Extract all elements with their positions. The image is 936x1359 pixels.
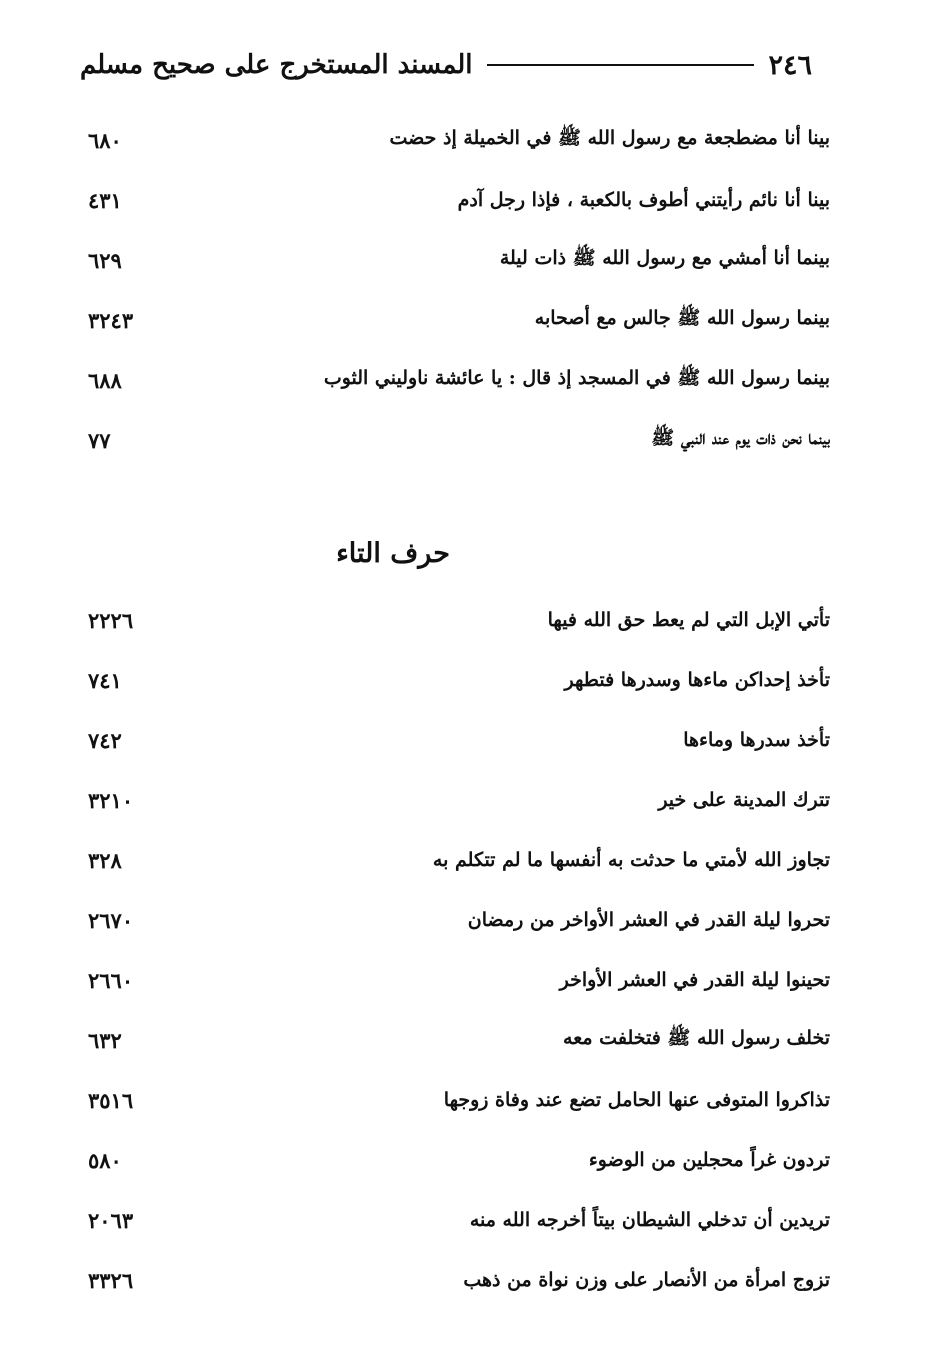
entry-text: تريدين أن تدخلي الشيطان بيتاً أخرجه الله منه xyxy=(469,1209,830,1231)
entry-text: تردون غراً محجلين من الوضوء xyxy=(588,1149,830,1171)
entry-text: تذاكروا المتوفى عنها الحامل تضع عند وفاة زوجها xyxy=(443,1089,830,1111)
entry-number: ٤٣١ xyxy=(88,187,122,213)
section-heading: حرف التاء xyxy=(336,538,450,569)
entry-number: ٦٣٢ xyxy=(88,1027,122,1053)
entry-number: ٧٧ xyxy=(88,427,111,453)
index-entry xyxy=(80,420,840,460)
entry-text: بينما أنا أمشي مع رسول الله ﷺ ذات ليلة xyxy=(499,247,830,269)
entry-text: تأخذ سدرها وماءها xyxy=(683,729,830,751)
page-header xyxy=(80,40,840,90)
index-entry xyxy=(80,720,840,760)
entry-text: تجاوز الله لأمتي ما حدثت به أنفسها ما لم تتكلم به xyxy=(432,849,830,871)
entry-number: ٧٤١ xyxy=(88,667,122,693)
index-entry xyxy=(80,960,840,1000)
entry-number: ٢٦٦٠ xyxy=(88,967,134,993)
entry-number: ٣٥١٦ xyxy=(88,1087,134,1113)
index-entry xyxy=(80,900,840,940)
entry-number: ٦٨٠ xyxy=(88,127,122,153)
index-entry xyxy=(80,240,840,280)
entry-text: تزوج امرأة من الأنصار على وزن نواة من ذهب xyxy=(463,1269,830,1291)
entry-number: ٦٢٩ xyxy=(88,247,122,273)
entry-number: ٢٠٦٣ xyxy=(88,1207,134,1233)
index-entry xyxy=(80,1020,840,1060)
entry-number: ٣٢٨ xyxy=(88,847,122,873)
index-entry xyxy=(80,1260,840,1300)
entry-text: تأخذ إحداكن ماءها وسدرها فتطهر xyxy=(564,669,830,691)
entry-text: تخلف رسول الله ﷺ فتخلفت معه xyxy=(563,1027,830,1049)
entry-number: ٦٨٨ xyxy=(88,367,122,393)
entry-text: بينما نحن ذات يوم عند النبي ﷺ xyxy=(651,427,830,449)
index-entry xyxy=(80,360,840,400)
entry-number: ٣٢٤٣ xyxy=(88,307,134,333)
entry-text: بينما رسول الله ﷺ في المسجد إذ قال : يا عائشة ناوليني الثوب xyxy=(323,367,830,389)
entry-number: ٢٦٧٠ xyxy=(88,907,134,933)
entry-number: ٣٣٢٦ xyxy=(88,1267,134,1293)
book-title: المسند المستخرج على صحيح مسلم xyxy=(80,50,473,80)
index-entry xyxy=(80,1200,840,1240)
entry-number: ٣٢١٠ xyxy=(88,787,134,813)
index-entry xyxy=(80,300,840,340)
index-entry xyxy=(80,780,840,820)
entry-text: تترك المدينة على خير xyxy=(658,789,830,811)
entry-text: تأتي الإبل التي لم يعط حق الله فيها xyxy=(547,609,830,631)
entry-text: بينا أنا مضطجعة مع رسول الله ﷺ في الخميلة إذ حضت xyxy=(389,127,830,149)
index-entry xyxy=(80,1080,840,1120)
page-number: ٢٤٦ xyxy=(768,49,812,81)
index-entry xyxy=(80,180,840,220)
entry-text: بينا أنا نائم رأيتني أطوف بالكعبة ، فإذا رجل آدم xyxy=(457,189,830,211)
entry-number: ٧٤٢ xyxy=(88,727,122,753)
entry-number: ٢٢٢٦ xyxy=(88,607,134,633)
entry-number: ٥٨٠ xyxy=(88,1147,122,1173)
entry-text: بينما رسول الله ﷺ جالس مع أصحابه xyxy=(534,307,830,329)
index-entry xyxy=(80,660,840,700)
entry-text: تحروا ليلة القدر في العشر الأواخر من رمضان xyxy=(467,909,830,931)
index-entry xyxy=(80,120,840,160)
index-entry xyxy=(80,600,840,640)
index-entry xyxy=(80,840,840,880)
index-entry xyxy=(80,1140,840,1180)
entry-text: تحينوا ليلة القدر في العشر الأواخر xyxy=(559,969,830,991)
header-rule xyxy=(487,64,755,66)
